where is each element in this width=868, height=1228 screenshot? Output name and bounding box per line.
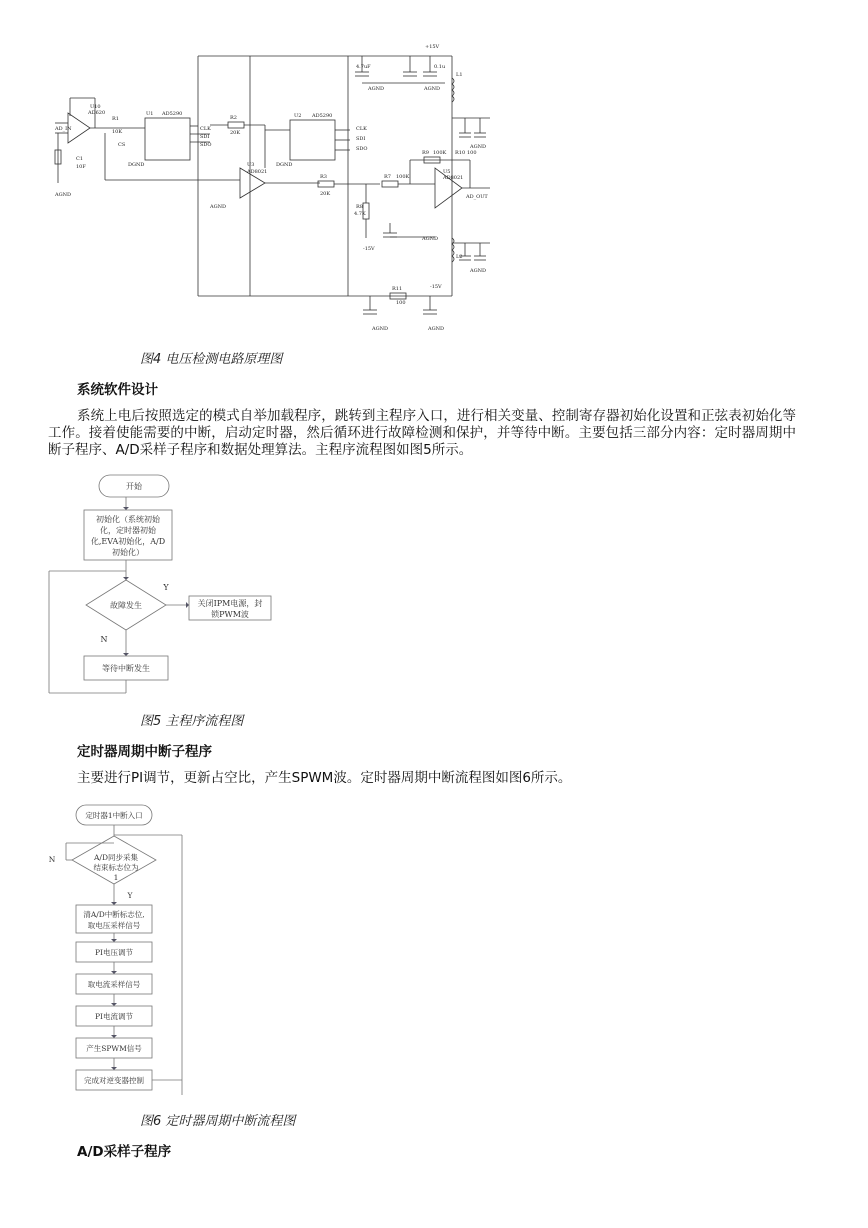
label-r3v: 20K: [320, 191, 331, 197]
section-heading-timer-interrupt: 定时器周期中断子程序: [77, 744, 212, 760]
label-agnd-2: AGND: [210, 204, 226, 210]
label-adout: AD_OUT: [466, 194, 488, 200]
label-u10: U10: [90, 104, 101, 110]
flow6-step2: PI电压调节: [94, 948, 134, 957]
label-ad8021b: AD8021: [443, 175, 464, 181]
label-r10v: 100: [467, 150, 477, 156]
figure-5-caption: 图5 主程序流程图: [140, 714, 244, 729]
figure-6-caption: 图6 定时器周期中断流程图: [140, 1114, 296, 1129]
label-u1: U1: [146, 111, 154, 117]
label-sdi-1: SDI: [200, 134, 210, 140]
label-agnd-3: AGND: [368, 86, 384, 92]
label-agnd-8: AGND: [372, 326, 388, 332]
label-adin: AD_IN: [55, 126, 72, 132]
flow5-init-line4: 初始化）: [112, 548, 144, 557]
label-c1v: 10F: [76, 164, 86, 170]
flow6-decision-line1: A/D同步采集: [94, 853, 138, 862]
paragraph-software-design: 系统上电后按照选定的模式自举加载程序，跳转到主程序入口，进行相关变量、控制寄存器初始化设置和正弦表初始化等工作。接着使能需要的中断，启动定时器，然后循环进行故障检测和保护，并等待中断。主要包括三部分内容：定时器周期中断子程序、A/D采样子程序和数据处理算法。主程序流程图如图5所示。: [48, 408, 796, 458]
label-r1v: 10K: [112, 129, 123, 135]
label-agnd-1: AGND: [55, 192, 71, 198]
label-agnd-9: AGND: [428, 326, 444, 332]
flow6-no: N: [48, 855, 56, 864]
label-l2: L2: [456, 254, 463, 260]
label-r9: R9: [422, 150, 429, 156]
label-r11: R11: [392, 286, 403, 292]
label-r8: R8: [356, 204, 363, 210]
flow5-init-line3: 化,EVA初始化，A/D: [90, 537, 166, 546]
label-r8v: 4.7K: [354, 211, 366, 217]
flow6-entry: 定时器1中断入口: [85, 811, 143, 820]
flow5-init-line2: 化，定时器初始: [100, 526, 156, 535]
label-ad5290-1: AD5290: [162, 111, 183, 117]
label-minus15: -15V: [430, 284, 442, 290]
label-c1: C1: [76, 156, 84, 162]
timer-interrupt-flowchart: [44, 800, 194, 1100]
flow5-wait: 等待中断发生: [102, 664, 150, 673]
label-r11v: 100: [396, 300, 406, 306]
label-r10: R10: [455, 150, 466, 156]
label-u5: U5: [443, 169, 451, 175]
label-plus15: +15V: [425, 44, 440, 50]
label-clk-1: CLK: [200, 126, 211, 132]
label-agnd-7: AGND: [470, 268, 486, 274]
label-dgnd-2: DGND: [276, 162, 293, 168]
label-ad5290-2: AD5290: [312, 113, 333, 119]
flow6-step6: 完成对逆变器控制: [84, 1076, 144, 1085]
label-minus15b: -15V: [363, 246, 375, 252]
section-heading-ad-sampling: A/D采样子程序: [77, 1144, 172, 1160]
label-r7v: 100K: [396, 174, 410, 180]
main-program-flowchart: [44, 470, 284, 700]
label-u3: U3: [247, 162, 255, 168]
section-heading-software-design: 系统软件设计: [77, 382, 158, 398]
flow6-step1-line2: 取电压采样信号: [87, 921, 141, 930]
label-sdi-2: SDI: [356, 136, 366, 142]
flow5-yes: Y: [163, 583, 169, 592]
label-r2v: 20K: [230, 130, 241, 136]
label-r1: R1: [112, 116, 119, 122]
label-agnd-5: AGND: [470, 144, 486, 150]
flow6-decision-line2: 结束标志位为: [93, 863, 139, 872]
paragraph-timer-interrupt: 主要进行PI调节，更新占空比，产生SPWM波。定时器周期中断流程图如图6所示。: [77, 770, 572, 786]
flow6-step3: 取电流采样信号: [87, 980, 141, 989]
flow6-step4: PI电流调节: [94, 1012, 134, 1021]
label-cap-01: 0.1u: [434, 64, 446, 70]
label-sdo-1: SDO: [200, 142, 212, 148]
label-r7: R7: [384, 174, 391, 180]
label-dgnd-1: DGND: [128, 162, 145, 168]
flow6-step5: 产生SPWM信号: [86, 1044, 142, 1053]
flow6-step1-line1: 清A/D中断标志位,: [83, 910, 145, 919]
flow6-yes: Y: [127, 891, 133, 900]
label-l1: L1: [456, 72, 463, 78]
label-clk-2: CLK: [356, 126, 367, 132]
label-cs: CS: [118, 142, 126, 148]
label-ad620: AD620: [88, 110, 106, 116]
label-ad8021: AD8021: [247, 169, 268, 175]
flow5-start: 开始: [126, 482, 142, 491]
label-r3: R3: [320, 174, 327, 180]
figure-4-caption: 图4 电压检测电路原理图: [140, 352, 283, 367]
label-agnd-6: AGND: [422, 236, 438, 242]
flow5-init-line1: 初始化（系统初始: [96, 515, 160, 524]
flow5-action-line1: 关闭IPM电源，封: [197, 599, 263, 608]
flow5-no: N: [100, 635, 108, 644]
flow5-action-line2: 锁PWM波: [211, 610, 249, 619]
label-r2: R2: [230, 115, 237, 121]
label-cap-47: 4.7uF: [356, 64, 371, 70]
label-r9v: 100K: [433, 150, 447, 156]
label-u2: U2: [294, 113, 302, 119]
flow6-decision-line3: 1: [113, 873, 119, 882]
voltage-detection-circuit: [50, 38, 510, 338]
flow5-decision: 故障发生: [110, 601, 142, 610]
label-sdo-2: SDO: [356, 146, 368, 152]
label-agnd-4: AGND: [424, 86, 440, 92]
